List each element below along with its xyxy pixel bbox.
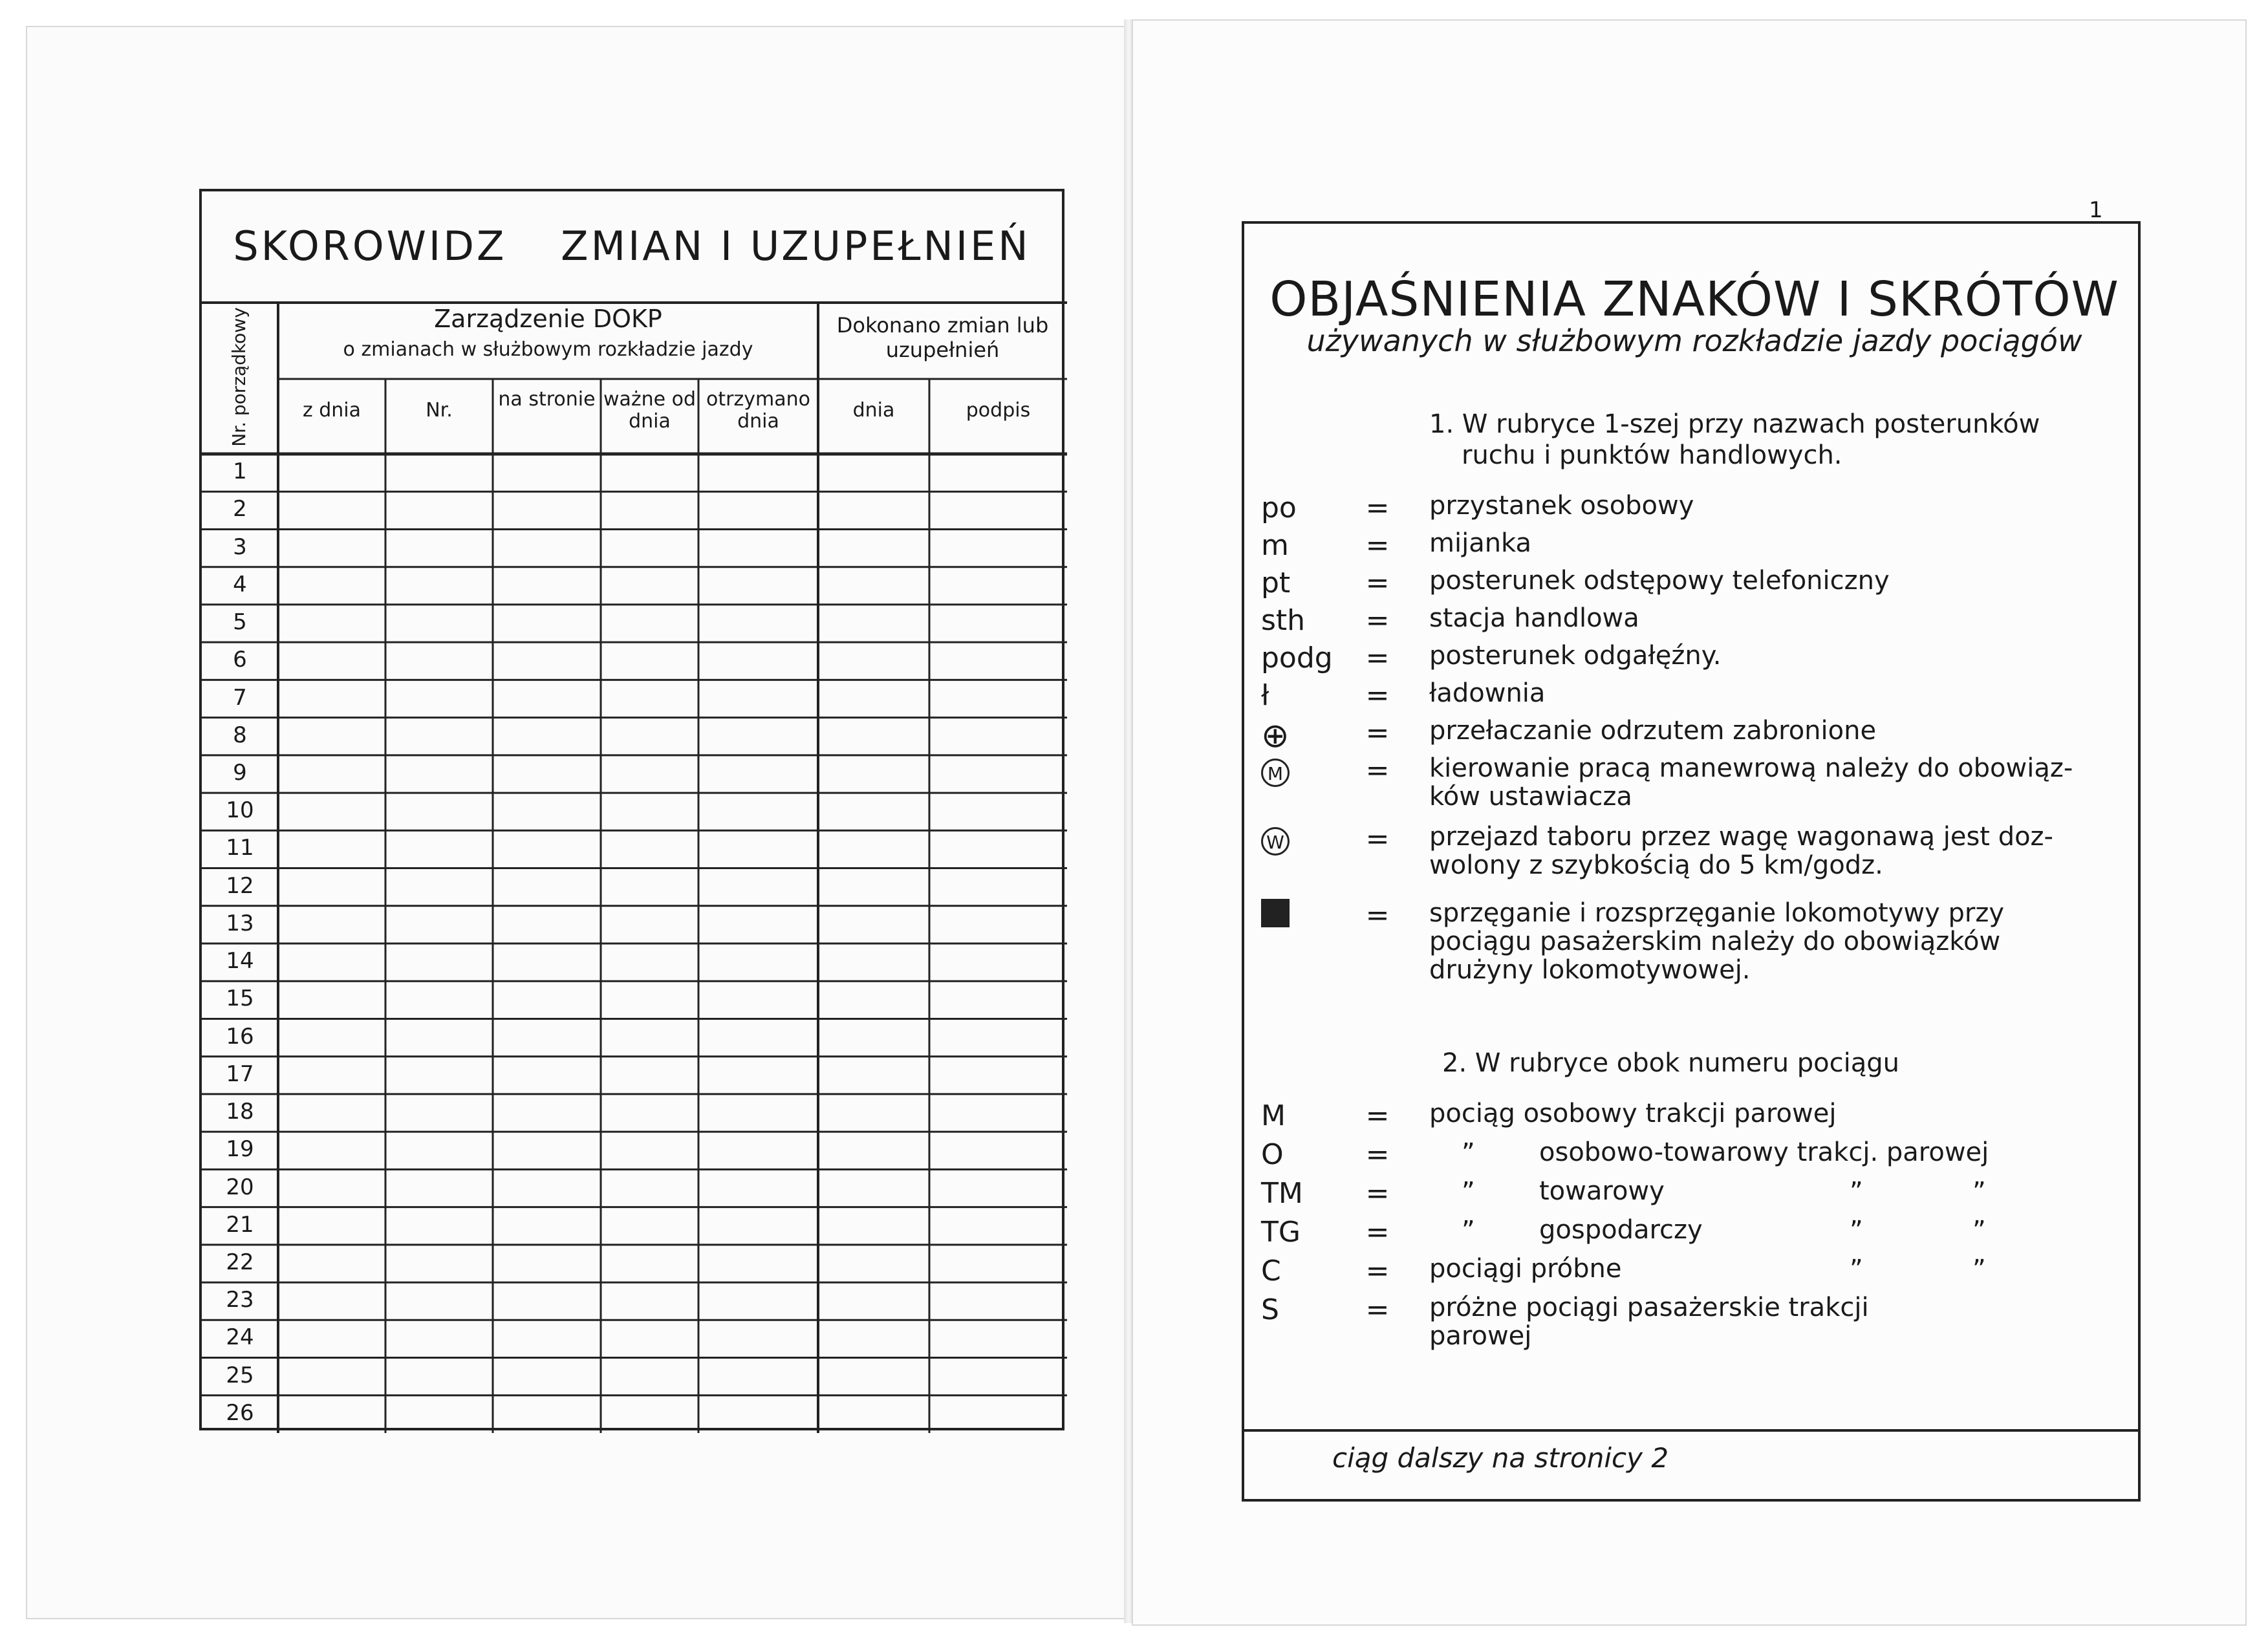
ditto-mark: ” [1972,1255,1986,1284]
row-number: 20 [226,1174,254,1200]
group2-subtitle: uzupełnień [885,338,1000,362]
legend-symbol [1261,529,1352,562]
equals-sign: = [1365,604,1390,637]
circle-w-icon: W [1261,827,1290,856]
row-number: 26 [226,1399,254,1426]
index-table [199,189,1064,1430]
legend-symbol [1261,491,1352,524]
train-symbol: M [1261,1099,1286,1132]
header-nr: Nr. [426,399,453,422]
legend-symbol [1261,717,1352,755]
ditto-mark: ” [1462,1216,1475,1245]
legend-description: przejazd taboru przez wagę wagonawą jest doz- [1429,822,2053,852]
equals-sign: = [1365,1177,1390,1210]
row-number: 18 [226,1099,254,1125]
train-description: parowej [1429,1321,1532,1351]
legend-title: OBJAŚNIENIA ZNAKÓW I SKRÓTÓW [1269,272,2119,327]
equals-sign: = [1365,899,1390,932]
equals-sign: = [1365,641,1390,674]
row-number: 2 [233,496,247,523]
legend-symbol [1261,679,1352,712]
train-symbol: O [1261,1138,1284,1171]
equals-sign: = [1365,717,1390,749]
ditto-mark: ” [1972,1177,1986,1207]
equals-sign: = [1365,754,1390,787]
group2-title: Dokonano zmian lub [836,313,1049,338]
legend-description: posterunek odstępowy telefoniczny [1429,566,1890,596]
legend-description: ładownia [1429,678,1546,708]
footer-divider [1242,1429,2141,1432]
row-number: 19 [226,1136,254,1163]
symbol-text: m [1261,529,1289,562]
header-na-stronie: na stronie [498,388,596,411]
legend-description: stacja handlowa [1429,603,1639,633]
circle-m-icon: M [1261,759,1290,787]
row-number: 12 [226,872,254,899]
symbol-text: podg [1261,641,1333,674]
header-dnia: dnia [852,399,895,422]
row-number: 5 [233,609,247,636]
equals-sign: = [1365,1293,1390,1326]
train-description: pociągi próbne [1429,1254,1622,1284]
header-otrzymano-dnia: otrzymano dnia [706,388,810,433]
row-number: 16 [226,1023,254,1050]
symbol-text: pt [1261,566,1291,599]
row-number: 22 [226,1249,254,1275]
symbol-text: ł [1261,679,1269,712]
legend-subtitle: używanych w służbowym rozkładzie jazdy pociągów [1306,323,2082,358]
train-description: towarowy [1539,1176,1665,1206]
ditto-mark: ” [1462,1177,1475,1207]
legend-description: pociągu pasażerskim należy do obowiązków [1429,927,2001,956]
col-nr-label: Nr. porządkowy [228,307,250,447]
col-nr-header [207,307,272,447]
equals-sign: = [1365,566,1390,599]
table-grid [202,191,1067,1433]
equals-sign: = [1365,679,1390,712]
title-part-2: ZMIAN I UZUPEŁNIEŃ [561,222,1031,270]
legend-symbol [1261,566,1352,599]
black-square-icon [1261,899,1290,927]
row-number: 11 [226,835,254,861]
header-podpis: podpis [966,399,1031,422]
train-symbol: TM [1261,1177,1303,1210]
legend-symbol [1261,899,1352,934]
row-number: 14 [226,948,254,975]
legend-description: drużyny lokomotywowej. [1429,955,1751,985]
symbol-text: sth [1261,604,1306,637]
row-number: 23 [226,1287,254,1313]
ditto-mark: ” [1850,1216,1863,1245]
legend-symbol [1261,823,1352,856]
legend-description: przystanek osobowy [1429,491,1694,521]
legend-description: kierowanie pracą manewrową należy do obowiąz- [1429,753,2073,783]
ditto-mark: ” [1850,1177,1863,1207]
title-part-1: SKOROWIDZ [233,222,507,270]
train-description: próżne pociągi pasażerskie trakcji [1429,1293,1869,1322]
row-number: 25 [226,1362,254,1388]
symbol-text: po [1261,491,1297,524]
equals-sign: = [1365,1216,1390,1249]
equals-sign: = [1365,1255,1390,1288]
group1-title: Zarządzenie DOKP [434,305,662,333]
row-number: 7 [233,684,247,711]
train-symbol: C [1261,1255,1281,1288]
section1-line1: 1. W rubryce 1-szej przy nazwach posterunków [1429,409,2040,439]
equals-sign: = [1365,491,1390,524]
legend-symbol [1261,641,1352,674]
legend-description: wolony z szybkością do 5 km/godz. [1429,850,1883,880]
equals-sign: = [1365,1099,1390,1132]
legend-symbol [1261,604,1352,637]
legend-description: sprzęganie i rozsprzęganie lokomotywy przy [1429,898,2005,928]
header-wazne-od-dnia: ważne od dnia [603,388,697,433]
row-number: 15 [226,986,254,1012]
page-number: 1 [2089,197,2103,223]
section1-line2: ruchu i punktów handlowych. [1462,440,1842,470]
row-number: 6 [233,647,247,673]
legend-symbol [1261,754,1352,787]
row-number: 21 [226,1211,254,1238]
row-number: 17 [226,1061,254,1087]
row-number: 4 [233,571,247,598]
row-number: 1 [233,458,247,485]
ditto-mark: ” [1850,1255,1863,1284]
train-symbol: S [1261,1293,1279,1326]
footer-note: ciąg dalszy na stronicy 2 [1332,1442,1669,1474]
equals-sign: = [1365,529,1390,562]
train-description: pociąg osobowy trakcji parowej [1429,1099,1837,1128]
ditto-mark: ” [1462,1138,1475,1168]
row-number: 13 [226,910,254,936]
header-z-dnia: z dnia [302,399,362,422]
legend-description: posterunek odgałęźny. [1429,641,1722,671]
circle-plus-icon: ⊕ [1261,717,1290,755]
equals-sign: = [1365,1138,1390,1171]
section2-heading: 2. W rubryce obok numeru pociągu [1442,1048,1899,1078]
row-number: 8 [233,722,247,748]
legend-description: mijanka [1429,528,1532,558]
equals-sign: = [1365,823,1390,856]
legend-description: ków ustawiacza [1429,782,1632,812]
row-number: 3 [233,534,247,560]
row-number: 9 [233,759,247,786]
train-description: gospodarczy [1539,1215,1703,1245]
group1-subtitle: o zmianach w służbowym rozkładzie jazdy [343,338,753,361]
ditto-mark: ” [1972,1216,1986,1245]
row-number: 24 [226,1324,254,1351]
legend-description: przełaczanie odrzutem zabronione [1429,716,1877,746]
train-symbol: TG [1261,1216,1301,1249]
row-number: 10 [226,797,254,824]
train-description: osobowo-towarowy trakcj. parowej [1539,1137,1989,1167]
